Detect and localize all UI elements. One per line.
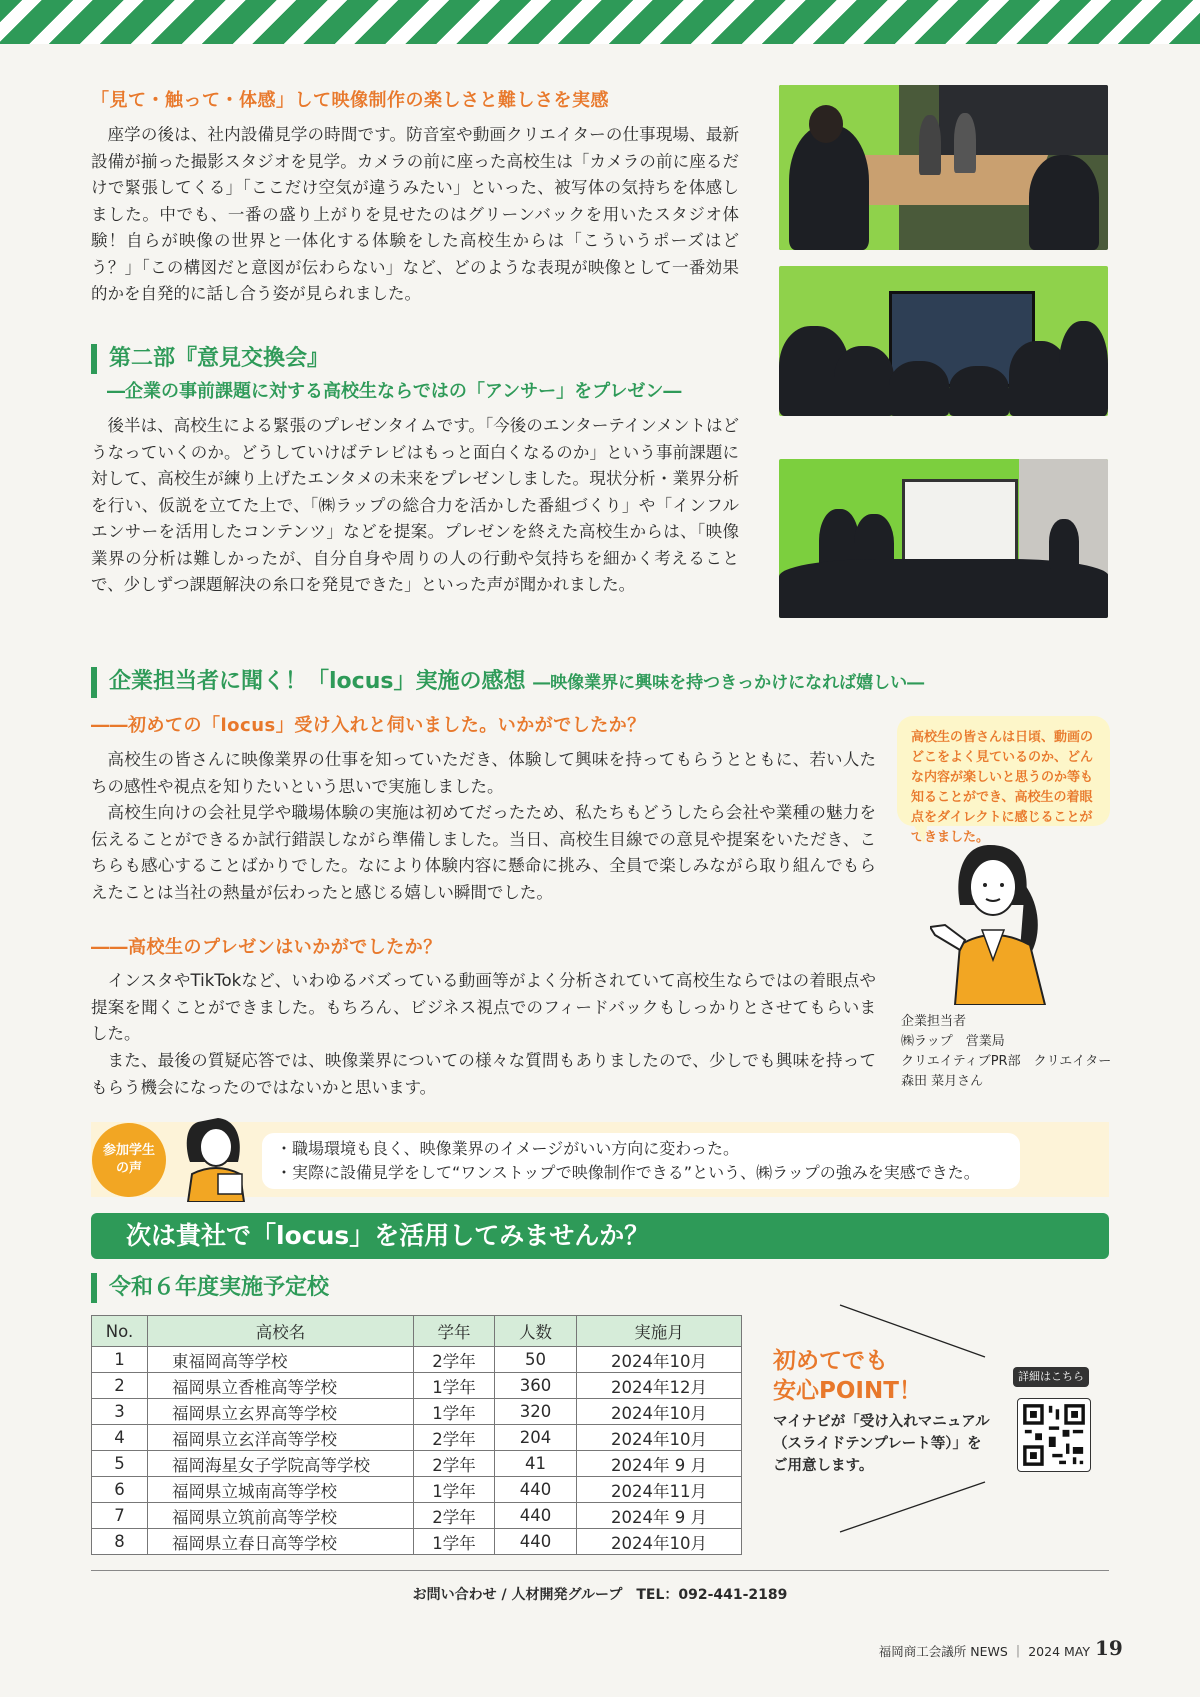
qr-code-icon[interactable] (1017, 1398, 1091, 1472)
badge-line-2: の声 (115, 1161, 142, 1176)
cell-school: 福岡県立玄界高等学校 (148, 1399, 414, 1425)
table-row (92, 1503, 742, 1529)
col-count: 人数 (495, 1316, 577, 1347)
studio-photo-1 (779, 85, 1108, 250)
answer-2-paragraph-1: インスタやTikTokなど、いわゆるバズっている動画等がよく分析されていて高校生ならではの着眼点や提案を聞くことができました。もちろん、ビジネス視点でのフィードバックもしっかりとさせてもらいました。 (91, 971, 876, 1043)
col-no: No. (92, 1316, 148, 1347)
section1-heading: 「見て・触って・体感」して映像制作の楽しさと難しさを実感 (91, 90, 609, 111)
badge-line-1: 参加学生 (102, 1143, 155, 1158)
section3-heading (91, 667, 1119, 698)
cell-no: 3 (92, 1399, 148, 1425)
cell-grade: 1学年 (414, 1399, 495, 1425)
schedule-heading: 令和６年度実施予定校 (91, 1273, 609, 1303)
interviewee-name: 森田 菜月さん (901, 1074, 984, 1089)
cell-month: 2024年 9 月 (577, 1503, 742, 1529)
col-school: 高校名 (148, 1316, 414, 1347)
cell-count: 440 (495, 1477, 577, 1503)
table-row (92, 1425, 742, 1451)
cell-grade: 2学年 (414, 1425, 495, 1451)
table-row (92, 1373, 742, 1399)
student-voice-badge (92, 1123, 166, 1197)
cell-month: 2024年11月 (577, 1477, 742, 1503)
student-voice-item-1: ・職場環境も良く、映像業界のイメージがいい方向に変わった。 (276, 1139, 740, 1158)
student-voice-item-2: ・実際に設備見学をして“ワンストップで映像制作できる”という、㈱ラップの強みを実感できた。 (276, 1163, 980, 1182)
footer-divider (91, 1570, 1109, 1571)
interviewee-caption (901, 1012, 1121, 1092)
interviewee-org: ㈱ラップ 営業局 (901, 1034, 1005, 1049)
section3-title: 企業担当者に聞く！「locus」実施の感想 (109, 669, 526, 694)
cell-grade: 1学年 (414, 1529, 495, 1555)
student-voice-box (262, 1133, 1020, 1189)
cell-grade: 2学年 (414, 1503, 495, 1529)
cell-school: 福岡県立筑前高等学校 (148, 1503, 414, 1529)
point-title-line-1: 初めてでも (773, 1348, 888, 1374)
interviewee-role: 企業担当者 (901, 1014, 967, 1029)
schedule-header-row (92, 1316, 742, 1347)
cell-month: 2024年 9 月 (577, 1451, 742, 1477)
cell-month: 2024年10月 (577, 1425, 742, 1451)
point-text (773, 1411, 990, 1477)
schedule-table (91, 1315, 742, 1555)
cell-count: 440 (495, 1503, 577, 1529)
cell-count: 360 (495, 1373, 577, 1399)
cell-no: 1 (92, 1347, 148, 1373)
cell-school: 東福岡高等学校 (148, 1347, 414, 1373)
question-1: ――初めての「locus」受け入れと伺いました。いかがでしたか？ (91, 715, 646, 736)
section2-heading: 第二部『意見交換会』 (91, 344, 749, 374)
point-title (773, 1346, 922, 1406)
point-text-line-2: （スライドテンプレート等）」を (773, 1436, 982, 1452)
table-row (92, 1477, 742, 1503)
contact-info: お問い合わせ / 人材開発グループ TEL：092-441-2189 (412, 1587, 788, 1603)
answer-1-paragraph-1: 高校生の皆さんに映像業界の仕事を知っていただき、体験して興味を持ってもらうとともに、若い人たちの感性や視点を知りたいという思いで実施しました。 (91, 750, 876, 796)
studio-photo-2 (779, 266, 1108, 416)
answer-2-paragraph-2: また、最後の質疑応答では、映像業界についての様々な質問もありましたので、少しでも興味を持ってもらう機会になったのではないかと思います。 (91, 1051, 876, 1097)
cell-month: 2024年10月 (577, 1529, 742, 1555)
page-number: 19 (1095, 1636, 1123, 1660)
question-2: ――高校生のプレゼンはいかがでしたか？ (91, 937, 442, 958)
cell-no: 7 (92, 1503, 148, 1529)
interviewee-speech-bubble: 高校生の皆さんは日頃、動画のどこをよく見ているのか、どんな内容が楽しいと思うのか等も知ることができ、高校生の着眼点をダイレクトに感じることができました。 (897, 716, 1110, 826)
answer-1-paragraph-2: 高校生向けの会社見学や職場体験の実施は初めてだったため、私たちもどうしたら会社や業種の魅力を伝えることができるか試行錯誤しながら準備しました。当日、高校生目線での意見や提案をいただき、こちらも感心することばかりでした。なにより体験内容に懸命に挑み、全員で楽しみながら取り組んでもらえたことは当社の熱量が伝わったと感じる嬉しい瞬間でした。 (91, 803, 876, 902)
table-row (92, 1451, 742, 1477)
cell-school: 福岡県立春日高等学校 (148, 1529, 414, 1555)
point-title-line-2: 安心POINT！ (773, 1378, 922, 1404)
cell-no: 5 (92, 1451, 148, 1477)
col-grade: 学年 (414, 1316, 495, 1347)
cell-grade: 1学年 (414, 1373, 495, 1399)
col-month: 実施月 (577, 1316, 742, 1347)
cell-no: 6 (92, 1477, 148, 1503)
student-illustration (178, 1112, 258, 1202)
cell-count: 50 (495, 1347, 577, 1373)
cell-month: 2024年10月 (577, 1347, 742, 1373)
speech-bubble-tail (912, 822, 928, 844)
presentation-photo (779, 459, 1108, 618)
cell-no: 2 (92, 1373, 148, 1399)
cell-count: 204 (495, 1425, 577, 1451)
qr-label: 詳細はこちら (1013, 1367, 1089, 1387)
company-representative-illustration (930, 835, 1080, 1005)
cell-count: 320 (495, 1399, 577, 1425)
cell-month: 2024年12月 (577, 1373, 742, 1399)
cell-school: 福岡海星女子学院高等学校 (148, 1451, 414, 1477)
cell-count: 41 (495, 1451, 577, 1477)
publication-name: 福岡商工会議所 NEWS ｜ 2024 MAY (878, 1644, 1090, 1659)
cell-school: 福岡県立香椎高等学校 (148, 1373, 414, 1399)
point-text-line-3: ご用意します。 (773, 1458, 874, 1474)
section2-subheading: ―企業の事前課題に対する高校生ならではの「アンサー」をプレゼン― (107, 381, 682, 402)
cell-count: 440 (495, 1529, 577, 1555)
cell-no: 4 (92, 1425, 148, 1451)
cell-school: 福岡県立城南高等学校 (148, 1477, 414, 1503)
point-text-line-1: マイナビが「受け入れマニュアル (773, 1414, 990, 1430)
section1-paragraph: 座学の後は、社内設備見学の時間です。防音室や動画クリエイターの仕事現場、最新設備が揃った撮影スタジオを見学。カメラの前に座った高校生は「カメラの前に座るだけで緊張してくる」「ここだけ空気が違うみたい」といった、被写体の気持ちを体感しました。中でも、一番の盛り上がりを見せたのはグリーンバックを用いたスタジオ体験！自らが映像の世界と一体化する体験をした高校生からは「こういうポーズはどう？」「この構図だと意図が伝わらない」など、どのような表現が映像として一番効果的かを自発的に話し合う姿が見られました。 (91, 125, 739, 303)
cell-month: 2024年10月 (577, 1399, 742, 1425)
cell-grade: 2学年 (414, 1347, 495, 1373)
table-row (92, 1399, 742, 1425)
cell-no: 8 (92, 1529, 148, 1555)
cell-school: 福岡県立玄洋高等学校 (148, 1425, 414, 1451)
decorative-stripe-band (0, 0, 1200, 44)
cell-grade: 1学年 (414, 1477, 495, 1503)
section2-paragraph: 後半は、高校生による緊張のプレゼンタイムです。「今後のエンターテインメントはどうなっていくのか。どうしていけばテレビはもっと面白くなるのか」という事前課題に対して、高校生が練り上げたエンタメの未来をプレゼンしました。現状分析・業界分析を行い、仮説を立てた上で、「㈱ラップの総合力を活かした番組づくり」や「インフルエンサーを活用したコンテンツ」などを提案。プレゼンを終えた高校生からは、「映像業界の分析は難しかったが、自分自身や周りの人の行動や気持ちを細かく考えることで、少しずつ課題解決の糸口を発見できた」といった声が聞かれました。 (91, 416, 739, 594)
cta-banner: 次は貴社で「locus」を活用してみませんか？ (91, 1213, 1109, 1259)
cell-grade: 2学年 (414, 1451, 495, 1477)
table-row (92, 1529, 742, 1555)
table-row (92, 1347, 742, 1373)
section3-title-sub: ―映像業界に興味を持つきっかけになれば嬉しい― (533, 673, 925, 693)
interviewee-dept: クリエイティブPR部 クリエイター (901, 1054, 1112, 1069)
